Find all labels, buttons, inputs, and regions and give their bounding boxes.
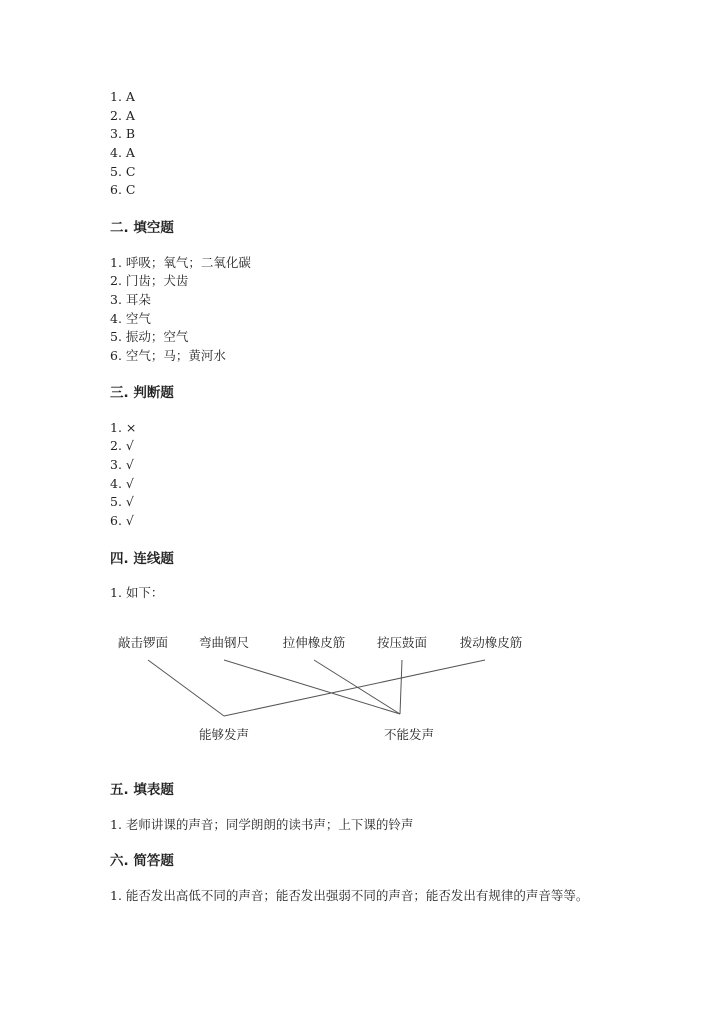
judge-answer-4: 4. √	[110, 476, 134, 491]
top-item-press-drum: 按压鼓面	[376, 635, 428, 650]
judge-answer-6: 6. √	[110, 513, 134, 528]
table-answer-1: 1. 老师讲课的声音；同学朗朗的读书声；上下课的铃声	[110, 817, 414, 832]
fill-answer-2: 2. 门齿；犬齿	[110, 273, 189, 288]
match-line-5	[224, 660, 485, 716]
judge-answer-2: 2. √	[110, 438, 134, 453]
top-item-pluck-band: 拨动橡皮筋	[459, 635, 523, 650]
choice-answer-6: 6. C	[110, 182, 136, 197]
judge-answer-5: 5. √	[110, 494, 134, 509]
fill-answer-1: 1. 呼吸；氧气；二氧化碳	[110, 255, 251, 270]
choice-answer-4: 4. A	[110, 145, 135, 160]
bottom-item-cannot-sound: 不能发声	[383, 727, 435, 742]
fill-answer-5: 5. 振动；空气	[110, 329, 189, 344]
choice-answer-2: 2. A	[110, 108, 135, 123]
choice-answer-5: 5. C	[110, 164, 136, 179]
match-line-2	[224, 660, 400, 714]
match-line-1	[148, 660, 224, 716]
matching-answer-intro: 1. 如下：	[110, 585, 164, 600]
top-item-strike-gong: 敲击锣面	[117, 635, 169, 650]
choice-answer-1: 1. A	[110, 89, 135, 104]
top-item-stretch-band: 拉伸橡皮筋	[282, 635, 346, 650]
short-answer-1: 1. 能否发出高低不同的声音；能否发出强弱不同的声音；能否发出有规律的声音等等。	[110, 888, 589, 903]
match-line-4	[400, 660, 402, 714]
section-title-matching: 四. 连线题	[110, 551, 174, 567]
choice-answer-3: 3. B	[110, 126, 136, 141]
top-item-bend-ruler: 弯曲钢尺	[198, 635, 250, 650]
judge-answer-1: 1. ×	[110, 420, 137, 435]
fill-answer-4: 4. 空气	[110, 311, 151, 326]
section-title-short-answer: 六. 简答题	[110, 853, 174, 869]
section-title-judgement: 三. 判断题	[110, 385, 174, 401]
bottom-item-can-sound: 能够发声	[198, 727, 250, 742]
section-title-table: 五. 填表题	[110, 782, 174, 798]
judge-answer-3: 3. √	[110, 457, 134, 472]
fill-answer-3: 3. 耳朵	[110, 292, 151, 307]
section-title-fill-blank: 二. 填空题	[110, 220, 174, 236]
fill-answer-6: 6. 空气；马；黄河水	[110, 348, 226, 363]
